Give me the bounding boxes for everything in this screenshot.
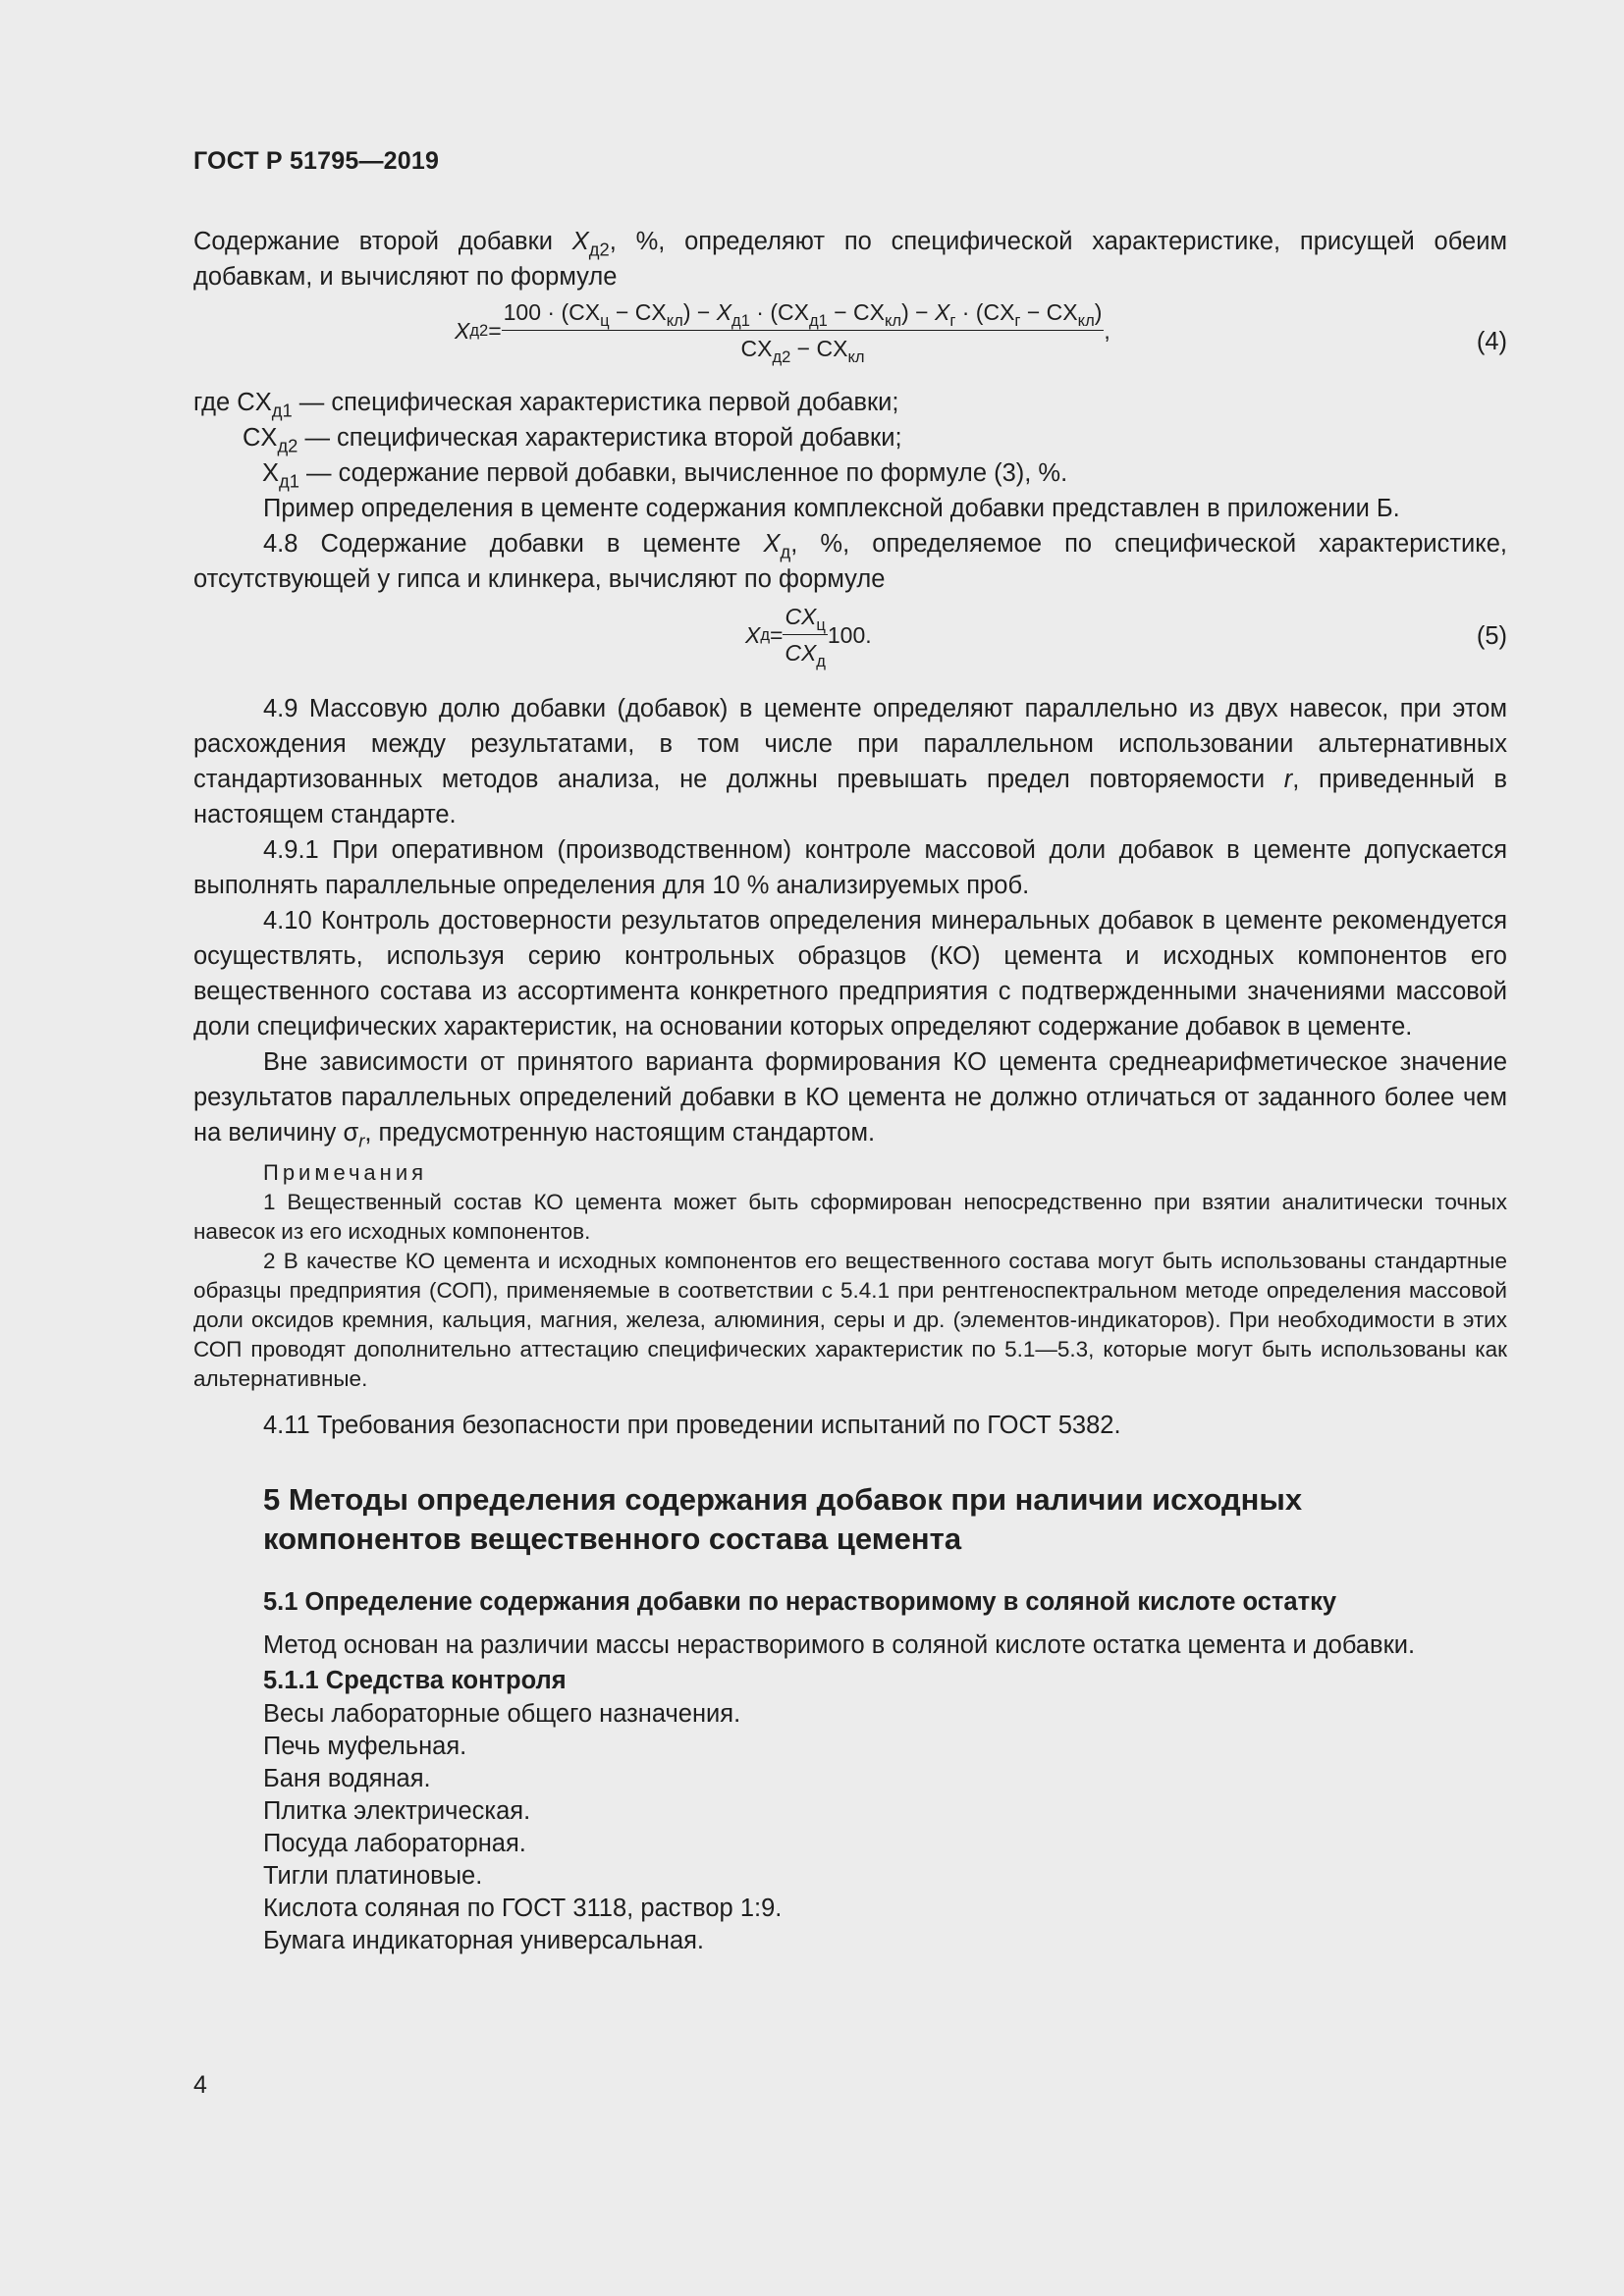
where-block bbox=[193, 385, 1507, 491]
paragraph-4-8: 4.8 Содержание добавки в цементе $X_д$, %, определяемое по специфической характеристике, отсутствующей у гипса и клинкера, вычисляют по формуле bbox=[193, 530, 1507, 593]
where-line-2: $CX_{д2}$ — специфическая характеристика второй добавки; bbox=[243, 424, 902, 456]
formula-4-fraction: $\frac{100 \cdot (CX_ц - CX_{кл}) - X_{д1} \cdot (CX_{д1} - CX_{кл}) - X_г \cdot (CX_г - CX_{кл})}{CX_{д2} - CX_{кл}}$ bbox=[502, 296, 1105, 364]
document-header: ГОСТ Р 51795—2019 bbox=[193, 147, 440, 175]
notes-title: Примечания bbox=[263, 1160, 428, 1185]
list-item: Тигли платиновые. bbox=[263, 1862, 483, 1890]
where-line-3: $X_{д1}$ — содержание первой добавки, вычисленное по формуле (3), %. bbox=[262, 459, 1068, 492]
page-content bbox=[193, 224, 1507, 1957]
formula-4-number: (4) bbox=[1476, 328, 1507, 355]
paragraph-4-9: 4.9 Массовую долю добавки (добавок) в цементе определяют параллельно из двух навесок, при этом расхождения между результатами, в том числе при параллельном использовании альтернативных стандартизованных методов анализа, не должны превышать предел повторяемости r, приведенный в настоящем стандарте. bbox=[193, 695, 1507, 828]
list-item: Посуда лабораторная. bbox=[263, 1830, 526, 1857]
formula-5: X д = $\frac{CX_ц}{CX_д}$ 100. (5) bbox=[193, 597, 1507, 677]
section-5-1-title: 5.1 Определение содержания добавки по нерастворимому в соляной кислоте остатку bbox=[263, 1588, 1337, 1616]
formula-4: X д2 = $\frac{100 \cdot (CX_ц - CX_{кл}) - X_{д1} \cdot (CX_{д1} - CX_{кл}) - X_г \cdot (CX_г - CX_{кл})}{CX_{д2} - CX_{кл}}$ , (4) bbox=[193, 294, 1507, 379]
section-5-title: 5 Методы определения содержания добавок при наличии исходных компонентов вещественного состава цемента bbox=[263, 1482, 1303, 1556]
formula-5-fraction: $\frac{CX_ц}{CX_д}$ bbox=[783, 601, 827, 668]
section-5-1-1-title: 5.1.1 Средства контроля bbox=[263, 1667, 567, 1694]
note-1: 1 Вещественный состав КО цемента может быть сформирован непосредственно при взятии аналитически точных навесок из его исходных компонентов. bbox=[193, 1190, 1507, 1244]
list-item: Кислота соляная по ГОСТ 3118, раствор 1:9. bbox=[263, 1895, 783, 1922]
where-line-1: где $CX_{д1}$ — специфическая характеристика первой добавки; bbox=[193, 389, 899, 421]
notes-block bbox=[193, 1158, 1507, 1394]
list-item: Печь муфельная. bbox=[263, 1733, 467, 1760]
example-paragraph: Пример определения в цементе содержания комплексной добавки представлен в приложении Б. bbox=[263, 495, 1400, 522]
list-item: Баня водяная. bbox=[263, 1765, 431, 1792]
paragraph-4-10: 4.10 Контроль достоверности результатов определения минеральных добавок в цементе рекомендуется осуществлять, используя серию контрольных образцов (КО) цемента и исходных компонентов его вещественного состава из ассортимента конкретного предприятия с подтвержденными значениями массовой доли специфических характеристик, на основании которых определяют содержание добавок в цементе. bbox=[193, 907, 1507, 1041]
list-item: Весы лабораторные общего назначения. bbox=[263, 1700, 741, 1728]
paragraph-4-11: 4.11 Требования безопасности при проведении испытаний по ГОСТ 5382. bbox=[263, 1412, 1121, 1439]
formula-5-number: (5) bbox=[1476, 622, 1507, 650]
list-item: Плитка электрическая. bbox=[263, 1797, 531, 1825]
paragraph-4-10-b: Вне зависимости от принятого варианта формирования КО цемента среднеарифметическое значение результатов параллельных определений добавки в КО цемента не должно отличаться от заданного более чем на величину $\sigma_r$, предусмотренную настоящим стандартом. bbox=[193, 1048, 1507, 1151]
equipment-list bbox=[193, 1698, 1507, 1957]
list-item: Бумага индикаторная универсальная. bbox=[263, 1927, 705, 1954]
paragraph-4-9-1: 4.9.1 При оперативном (производственном) контроле массовой доли добавок в цементе допускается выполнять параллельные определения для 10 % анализируемых проб. bbox=[193, 836, 1507, 899]
page-number: 4 bbox=[193, 2071, 207, 2099]
paragraph-second-additive: Содержание второй добавки $X_{д2}$, %, определяют по специфической характеристике, присущей обеим добавкам, и вычисляют по формуле bbox=[193, 228, 1507, 291]
note-2: 2 В качестве КО цемента и исходных компонентов его вещественного состава могут быть использованы стандартные образцы предприятия (СОП), применяемые в соответствии с 5.4.1 при рентгеноспектральном методе определения массовой доли оксидов кремния, кальция, магния, железа, алюминия, серы и др. (элементов-индикаторов). При необходимости в этих СОП проводят дополнительно аттестацию специфических характеристик по 5.1—5.3, которые могут быть использованы как альтернативные. bbox=[193, 1249, 1507, 1391]
section-5-1-text: Метод основан на различии массы нерастворимого в соляной кислоте остатка цемента и добавки. bbox=[263, 1631, 1416, 1659]
